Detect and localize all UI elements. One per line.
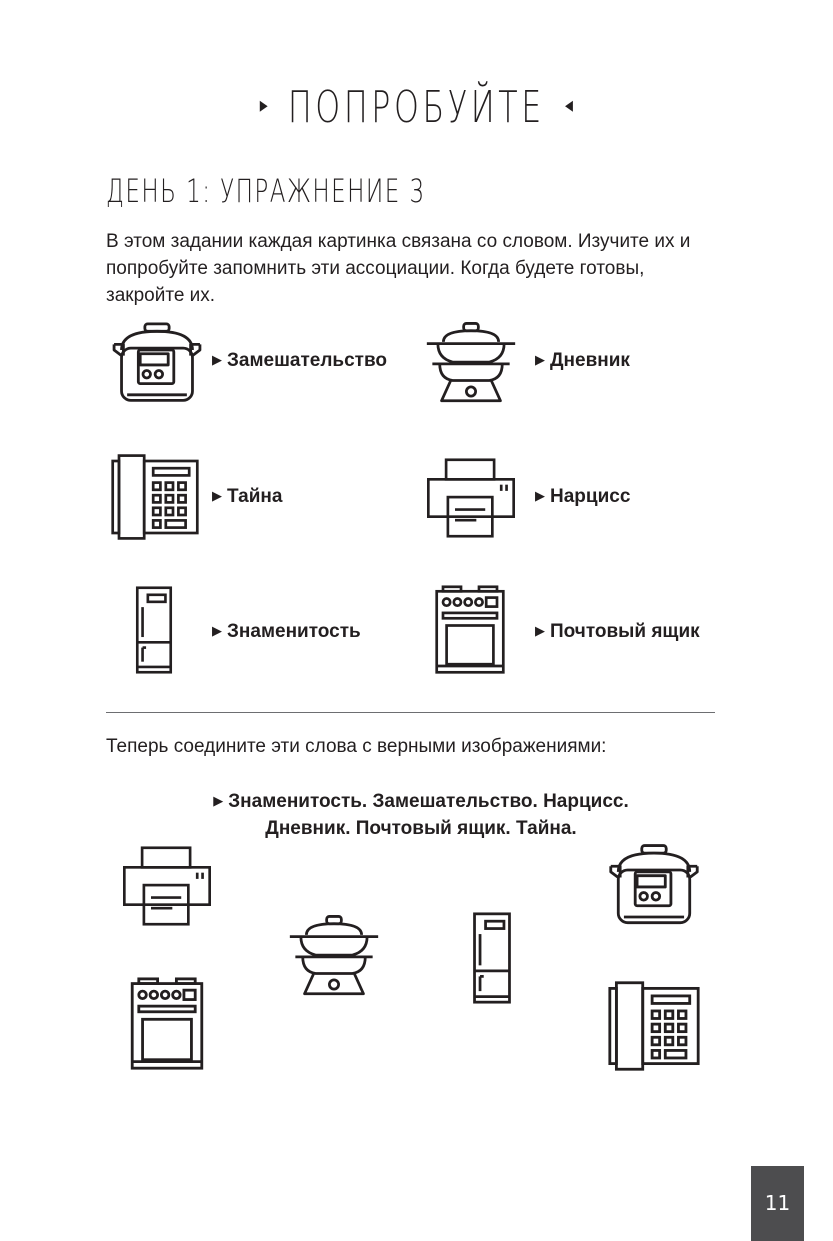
association-word-4: ▶ Нарцисс — [535, 486, 631, 507]
arrow-icon: ▶ — [213, 793, 224, 808]
association-word-5: ▶ Знаменитость — [212, 621, 361, 642]
refrigerator-icon — [469, 912, 515, 1004]
page-title-text: ПОПРОБУЙТЕ — [287, 82, 545, 133]
association-word-2: ▶ Дневник — [535, 350, 630, 371]
stove-icon — [127, 977, 207, 1071]
arrow-icon: ▶ — [535, 623, 545, 638]
telephone-icon — [607, 978, 701, 1074]
refrigerator-icon — [132, 586, 176, 674]
stove-icon — [432, 585, 508, 675]
association-word-3: ▶ Тайна — [212, 486, 283, 507]
section-divider — [106, 712, 715, 713]
word-list-line-2: Дневник. Почтовый ящик. Тайна. — [265, 818, 577, 839]
steamer-icon — [288, 910, 380, 1002]
matching-instruction: Теперь соедините эти слова с верными изображениями: — [106, 736, 607, 757]
printer-icon — [425, 458, 517, 538]
multicooker-icon — [607, 843, 701, 929]
exercise-intro: В этом задании каждая картинка связана со словом. Изучите их и попробуйте запомнить эти ассоциации. Когда будете готовы, закройте их. — [106, 231, 691, 306]
arrow-icon: ▶ — [212, 488, 222, 503]
multicooker-icon — [110, 322, 204, 406]
telephone-icon — [110, 452, 200, 542]
exercise-heading: ДЕНЬ 1: УПРАЖНЕНИЕ 3 — [106, 172, 426, 210]
arrow-icon: ▶ — [212, 352, 222, 367]
arrow-icon: ▶ — [535, 488, 545, 503]
association-word-1: ▶ Замешательство — [212, 350, 388, 371]
arrow-icon: ▶ — [535, 352, 545, 367]
word-list-line-1: ▶ Знаменитость. Замешательство. Нарцисс. — [213, 791, 629, 812]
page-number: 11 — [751, 1166, 804, 1241]
association-word-6: ▶ Почтовый ящик — [535, 621, 700, 642]
title-right-marker: ◂ — [564, 92, 573, 118]
steamer-icon — [425, 320, 517, 406]
arrow-icon: ▶ — [212, 623, 222, 638]
title-left-marker: ▸ — [259, 92, 268, 118]
page-title — [116, 82, 716, 133]
printer-icon — [120, 846, 214, 926]
